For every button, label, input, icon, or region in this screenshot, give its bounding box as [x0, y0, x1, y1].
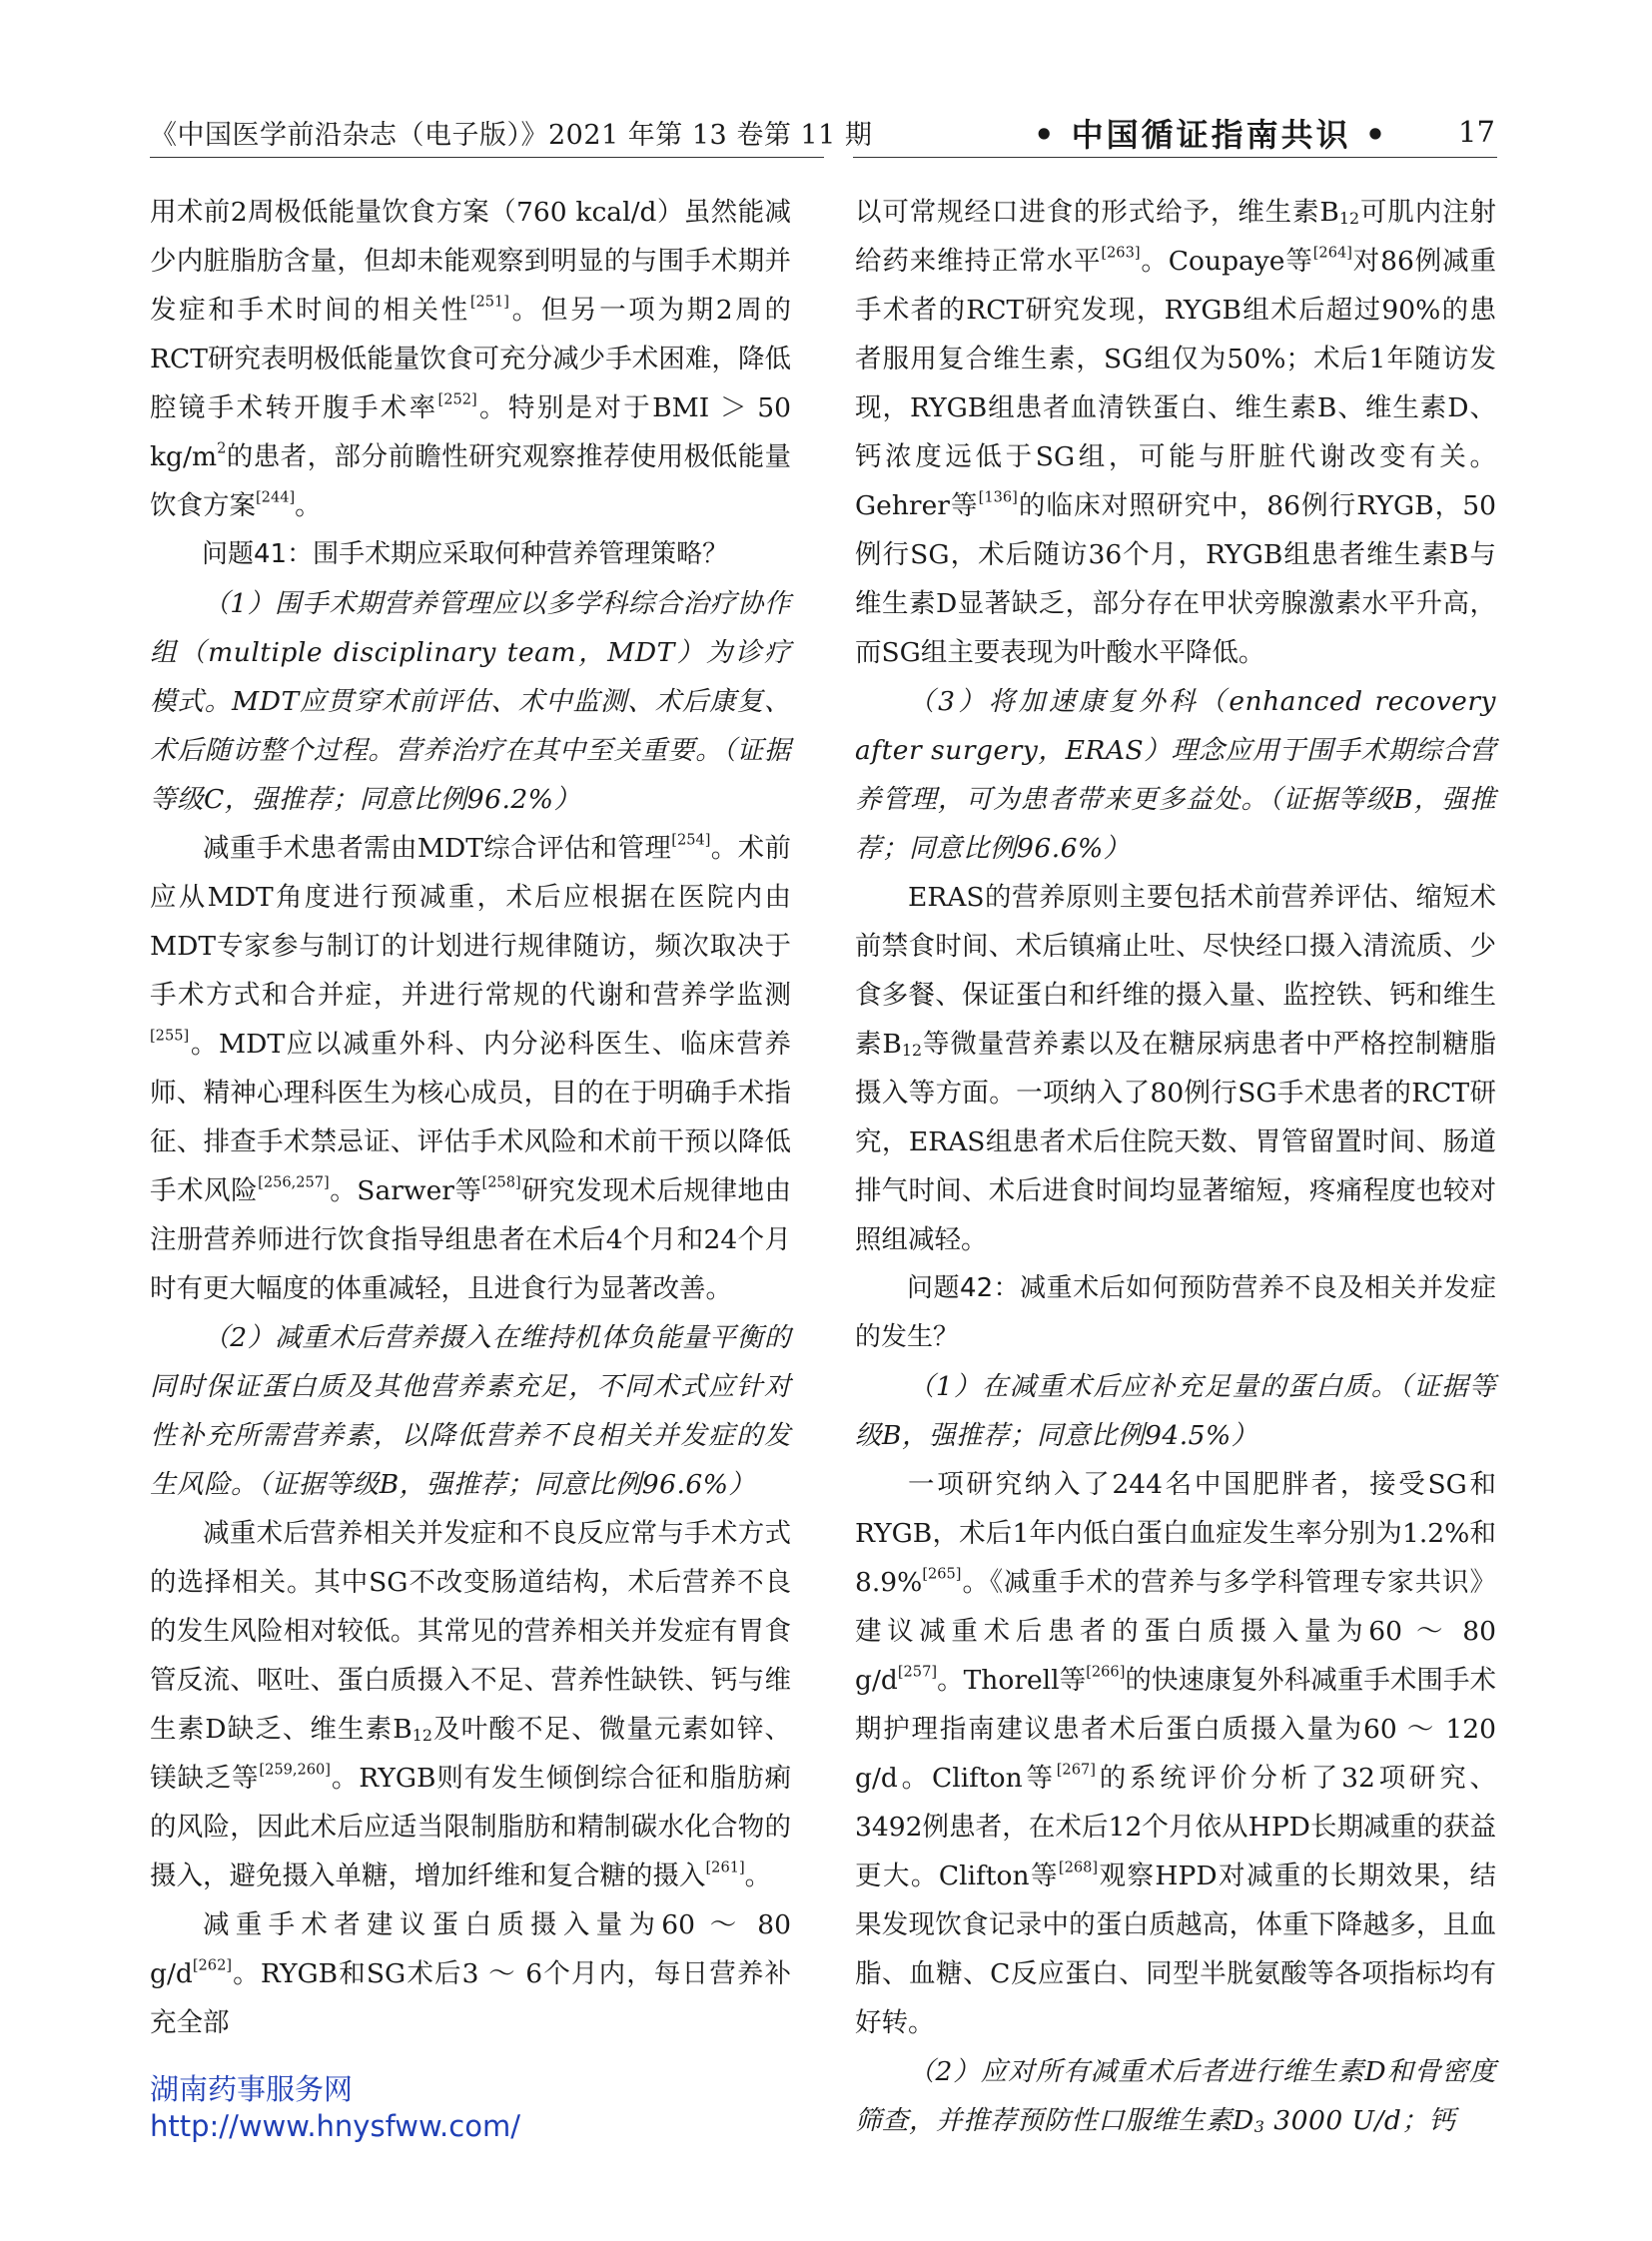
text-run: 研究发现术后规律地由注册营养师进行饮食指导组患者在术后4个月和24个月时有更大幅度的体重减轻，且进食行为显著改善。 [150, 1175, 792, 1304]
text-run: 。MDT应以减重外科、内分泌科医生、临床营养师、精神心理科医生为核心成员，目的在于明确手术指征、排查手术禁忌证、评估手术风险和术前干预以降低手术风险 [150, 1029, 791, 1206]
citation: [258] [481, 1173, 521, 1191]
text-run: 用术前2周极低能量饮食方案（760 kcal/d）虽然能减少内脏脂肪含量，但却未能观察到明显的与围手术期并发症和手术时间的相关性 [150, 197, 791, 326]
text-run: 减重术后营养相关并发症和不良反应常与手术方式的选择相关。其中SG不改变肠道结构，术后营养不良的发生风险相对较低。其常见的营养相关并发症有胃食管反流、呕吐、蛋白质摄入不足、营养性缺铁、钙与维生素D缺乏、维生素B [150, 1518, 791, 1745]
citation: [136] [978, 488, 1018, 506]
text-run: 。特别是对于BMI ＞ 50 kg/m [150, 392, 791, 472]
text-run: 。Thorell等 [937, 1665, 1087, 1696]
text-run: 。Coupaye等 [1140, 246, 1313, 277]
citation: [266] [1086, 1663, 1126, 1681]
header-rule-left [150, 157, 824, 158]
citation: [264] [1312, 244, 1352, 262]
recommendation: （3）将加速康复外科（enhanced recovery after surgery，ERAS）理念应用于围手术期综合营养管理，可为患者带来更多益处。（证据等级B，强推荐；同意比例96.6%） [855, 686, 1496, 864]
text-run: 的患者，部分前瞻性研究观察推荐使用极低能量饮食方案 [150, 441, 791, 521]
paragraph [150, 1900, 791, 2047]
paragraph [150, 188, 791, 530]
paragraph [855, 188, 1496, 677]
page-number: 17 [1458, 115, 1495, 149]
recommendation: （2）减重术后营养摄入在维持机体负能量平衡的同时保证蛋白质及其他营养素充足，不同术式应针对性补充所需营养素，以降低营养不良相关并发症的发生风险。（证据等级B，强推荐；同意比例96.6%） [150, 1322, 791, 1500]
citation: [251] [469, 293, 509, 311]
text-run: 以可常规经口进食的形式给予，维生素B [855, 197, 1339, 228]
subscript: 12 [901, 1041, 923, 1061]
citation: [244] [256, 488, 296, 506]
text-run: 的系统评价分析了32项研究、3492例患者，在术后12个月依从HPD长期减重的获益更大。Clifton等 [855, 1763, 1496, 1891]
text-run: 减重手术者建议蛋白质摄入量为60 ～ 80 g/d [150, 1909, 791, 1989]
text-run: 。 [744, 1861, 772, 1891]
text-run: 。RYGB则有发生倾倒综合征和脂肪痢的风险，因此术后应适当限制脂肪和精制碳水化合物的摄入，避免摄入单糖，增加纤维和复合糖的摄入 [150, 1763, 792, 1891]
text-run: （2）应对所有减重术后者进行维生素D和骨密度筛查，并推荐预防性口服维生素D [855, 2056, 1496, 2136]
text-run: 等微量营养素以及在糖尿病患者中严格控制糖脂摄入等方面。一项纳入了80例行SG手术患者的RCT研究，ERAS组患者术后住院天数、胃管留置时间、肠道排气时间、术后进食时间均显著缩短，疼痛程度也较对照组减轻。 [855, 1029, 1496, 1255]
text-run: 。《减重手术的营养与多学科管理专家共识》建议减重术后患者的蛋白质摄入量为60 ～ 80 g/d [855, 1567, 1496, 1696]
subscript: 12 [1338, 209, 1360, 229]
text-run: 对86例减重手术者的RCT研究发现，RYGB组术后超过90%的患者服用复合维生素，SG组仅为50%；术后1年随访发现，RYGB组患者血清铁蛋白、维生素B、维生素D、钙浓度远低于SG组，可能与肝脏代谢改变有关。Gehrer等 [855, 246, 1497, 521]
citation: [252] [437, 390, 477, 408]
right-column [855, 188, 1497, 2137]
text-run: 。Sarwer等 [329, 1175, 482, 1206]
left-column [150, 188, 791, 2055]
citation: [259,260] [259, 1761, 331, 1779]
text-run: 可肌内注射给药来维持正常水平 [855, 197, 1496, 277]
watermark-site-name: 湖南药事服务网 [150, 2072, 354, 2106]
paragraph [150, 1509, 791, 1900]
question-heading: 问题42：减重术后如何预防营养不良及相关并发症的发生？ [855, 1273, 1496, 1352]
recommendation: （1）围手术期营养管理应以多学科综合治疗协作组（multiple disciplinary team，MDT）为诊疗模式。MDT应贯穿术前评估、术中监测、术后康复、术后随访整个过程。营养治疗在其中至关重要。（证据等级C，强推荐；同意比例96.2%） [150, 588, 791, 815]
text-run: 及叶酸不足、微量元素如锌、镁缺乏等 [150, 1714, 791, 1794]
citation: [256,257] [258, 1173, 330, 1191]
text-run: 。RYGB和SG术后3 ～ 6个月内，每日营养补充全部 [150, 1958, 791, 2038]
citation: [255] [150, 1027, 190, 1045]
question-heading: 问题41：围手术期应采取何种营养管理策略？ [202, 539, 729, 569]
citation: [257] [897, 1663, 938, 1681]
text-run: ERAS的营养原则主要包括术前营养评估、缩短术前禁食时间、术后镇痛止吐、尽快经口摄入清流质、少食多餐、保证蛋白和纤维的摄入量、监控铁、钙和维生素B [855, 882, 1496, 1060]
paragraph [855, 1460, 1496, 2047]
citation: [267] [1056, 1761, 1096, 1779]
text-run: 。但另一项为期2周的RCT研究表明极低能量饮食可充分减少手术困难，降低腔镜手术转开腹手术率 [150, 295, 791, 423]
citation: [262] [192, 1956, 233, 1974]
citation: [261] [705, 1859, 745, 1876]
superscript: 2 [217, 439, 227, 457]
citation: [254] [671, 831, 711, 849]
citation: [268] [1058, 1859, 1099, 1876]
text-run: 观察HPD对减重的长期效果，结果发现饮食记录中的蛋白质越高，体重下降越多，且血脂、血糖、C反应蛋白、同型半胱氨酸等各项指标均有好转。 [855, 1861, 1496, 2038]
citation: [265] [922, 1565, 962, 1583]
text-run: 。术前应从MDT角度进行预减重，术后应根据在医院内由MDT专家参与制订的计划进行规律随访，频次取决于手术方式和合并症，并进行常规的代谢和营养学监测 [150, 833, 792, 1011]
watermark-url[interactable]: http://www.hnysfww.com/ [150, 2109, 520, 2143]
journal-header: 《中国医学前沿杂志（电子版）》2021 年第 13 卷第 11 期 [150, 120, 873, 151]
subscript: 12 [412, 1726, 432, 1746]
paragraph [855, 873, 1496, 1264]
header-rule-right [853, 157, 1497, 158]
citation: [263] [1101, 244, 1141, 262]
recommendation [855, 2047, 1496, 2145]
recommendation: （1）在减重术后应补充足量的蛋白质。（证据等级B，强推荐；同意比例94.5%） [855, 1371, 1496, 1451]
text-run: 3000 U/d；钙 [1264, 2105, 1456, 2136]
text-run: 的临床对照研究中，86例行RYGB，50例行SG，术后随访36个月，RYGB组患者维生素B与维生素D显著缺乏，部分存在甲状旁腺激素水平升高，而SG组主要表现为叶酸水平降低。 [855, 490, 1497, 668]
text-run: 减重手术患者需由MDT综合评估和管理 [203, 833, 672, 864]
text-run: 。 [295, 490, 322, 521]
subscript: 3 [1253, 2117, 1265, 2137]
text-run: 的快速康复外科减重手术围手术期护理指南建议患者术后蛋白质摄入量为60 ～ 120 g/d。Clifton等 [855, 1665, 1497, 1794]
paragraph [150, 824, 791, 1313]
section-title: • 中国循证指南共识 • [1034, 116, 1389, 154]
text-run: 一项研究纳入了244名中国肥胖者，接受SG和RYGB，术后1年内低白蛋白血症发生率分别为1.2%和8.9% [855, 1469, 1496, 1598]
